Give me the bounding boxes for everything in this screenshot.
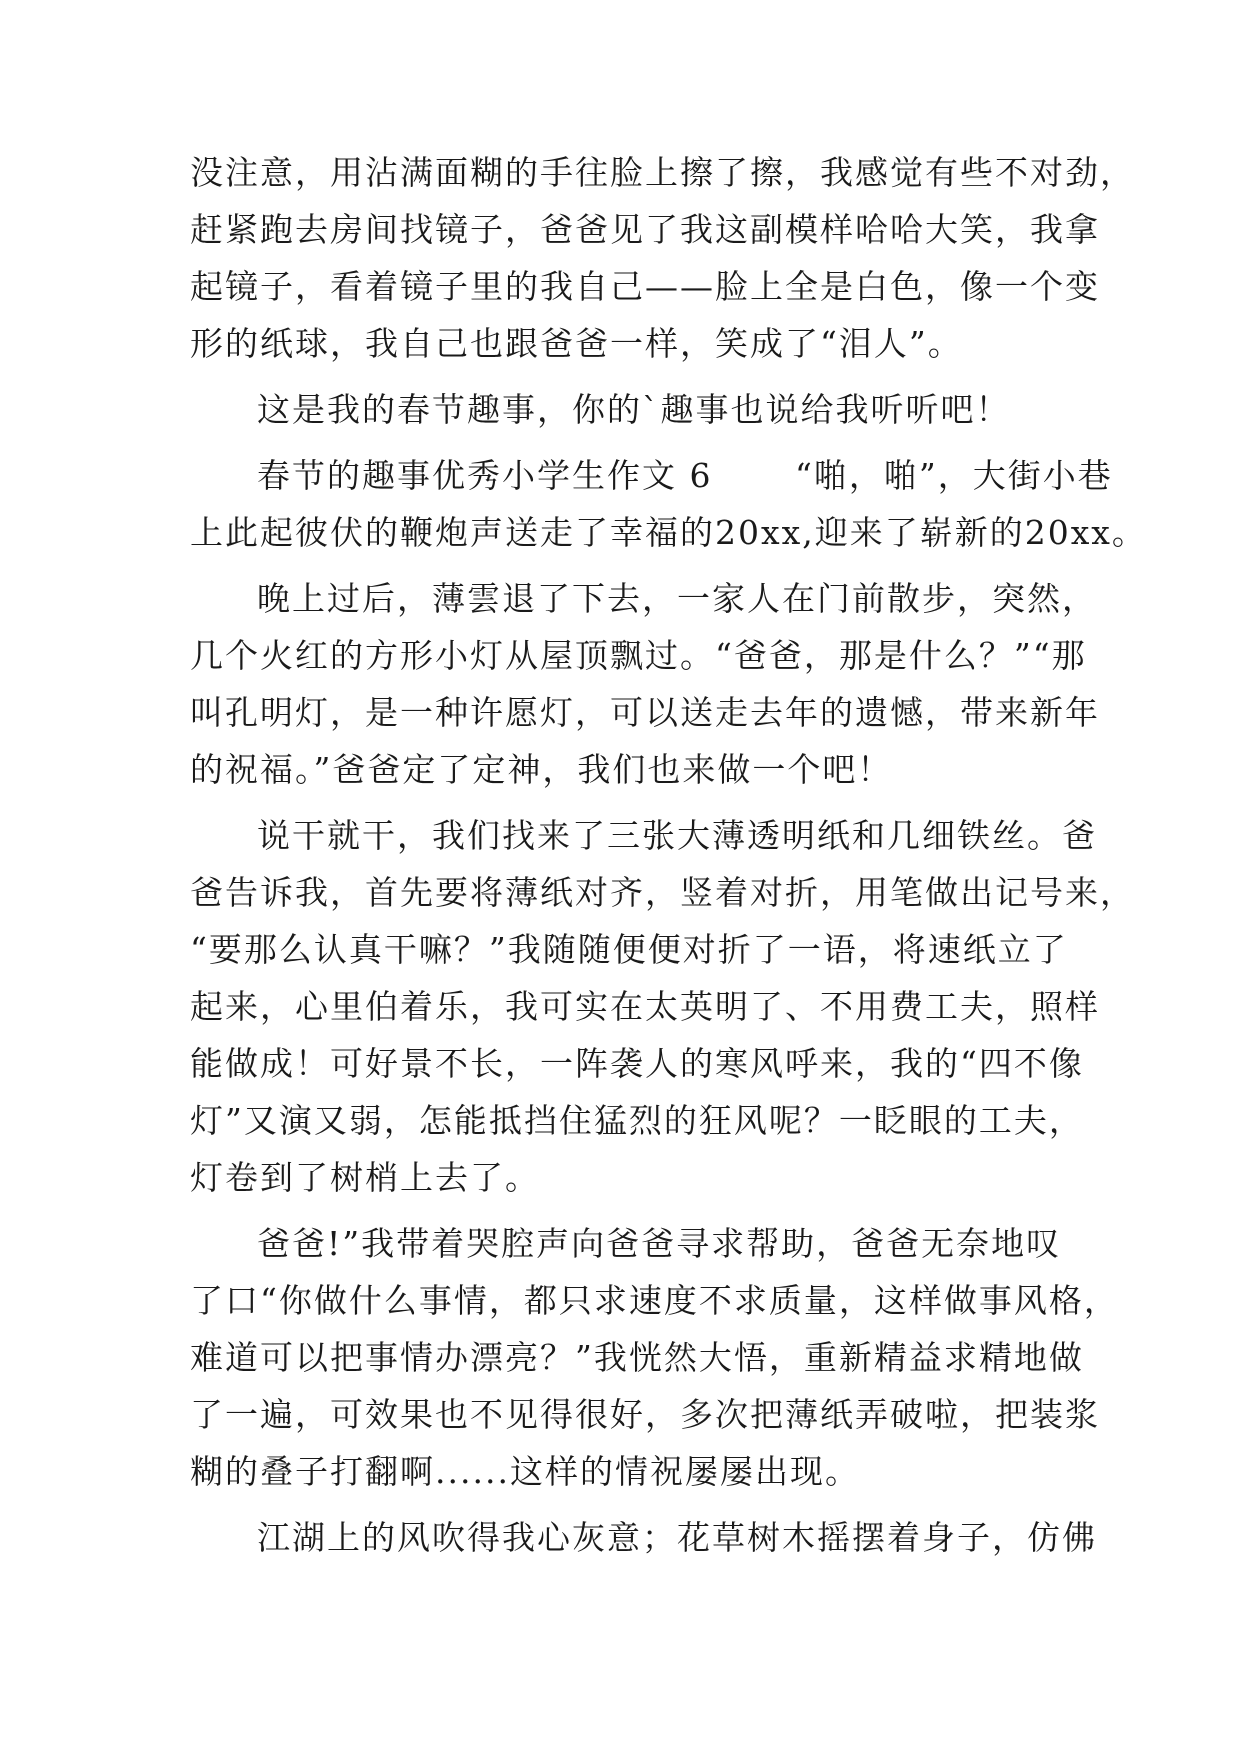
- text-line: 灯”又演又弱，怎能抵挡住猛烈的狂风呢？一眨眼的工夫，: [190, 1101, 1084, 1140]
- text-line: 了一遍，可效果也不见得很好，多次把薄纸弄破啦，把装浆: [190, 1395, 1100, 1434]
- text-line: 起镜子，看着镜子里的我自己——脸上全是白色，像一个变: [190, 267, 1100, 306]
- text-line: 的祝福。”爸爸定了定神，我们也来做一个吧！: [190, 750, 893, 789]
- text-line: 灯卷到了树梢上去了。: [190, 1158, 540, 1197]
- text-line: 上此起彼伏的鞭炮声送走了幸福的20xx,迎来了崭新的20xx。: [190, 513, 1147, 552]
- text-line: 能做成！可好景不长，一阵袭人的寒风呼来，我的“四不像: [190, 1044, 1084, 1083]
- text-line: 形的纸球，我自己也跟爸爸一样，笑成了“泪人”。: [190, 324, 963, 363]
- text-line: 赶紧跑去房间找镜子，爸爸见了我这副模样哈哈大笑，我拿: [190, 210, 1100, 249]
- text-line: 叫孔明灯，是一种许愿灯，可以送走去年的遗憾，带来新年: [190, 693, 1100, 732]
- text-line: 难道可以把事情办漂亮？”我恍然大悟，重新精益求精地做: [190, 1338, 1084, 1377]
- text-line: 糊的叠子打翻啊......这样的情祝屡屡出现。: [190, 1452, 860, 1491]
- paragraph-line: 江湖上的风吹得我心灰意；花草树木摇摆着身子，仿佛: [257, 1518, 1097, 1557]
- text-line: 几个火红的方形小灯从屋顶飘过。“爸爸，那是什么？”“那: [190, 636, 1087, 675]
- text-line: 没注意，用沾满面糊的手往脸上擦了擦，我感觉有些不对劲，: [190, 153, 1135, 192]
- paragraph-line: 说干就干，我们找来了三张大薄透明纸和几细铁丝。爸: [257, 816, 1097, 855]
- text-line: 爸告诉我，首先要将薄纸对齐，竖着对折，用笔做出记号来，: [190, 873, 1135, 912]
- paragraph-line: 爸爸!”我带着哭腔声向爸爸寻求帮助，爸爸无奈地叹: [257, 1224, 1062, 1263]
- paragraph-line: 晚上过后，薄雲退了下去，一家人在门前散步，突然，: [257, 579, 1097, 618]
- text-line: 了口“你做什么事情，都只求速度不求质量，这样做事风格，: [190, 1281, 1119, 1320]
- paragraph-line: 这是我的春节趣事，你的`趣事也说给我听听吧！: [257, 390, 1011, 429]
- paragraph-line: 春节的趣事优秀小学生作文 6 “啪，啪”，大街小巷: [257, 456, 1113, 495]
- text-line: “要那么认真干嘛？”我随随便便对折了一语，将速纸立了: [190, 930, 1068, 969]
- text-line: 起来，心里伯着乐，我可实在太英明了、不用费工夫，照样: [190, 987, 1100, 1026]
